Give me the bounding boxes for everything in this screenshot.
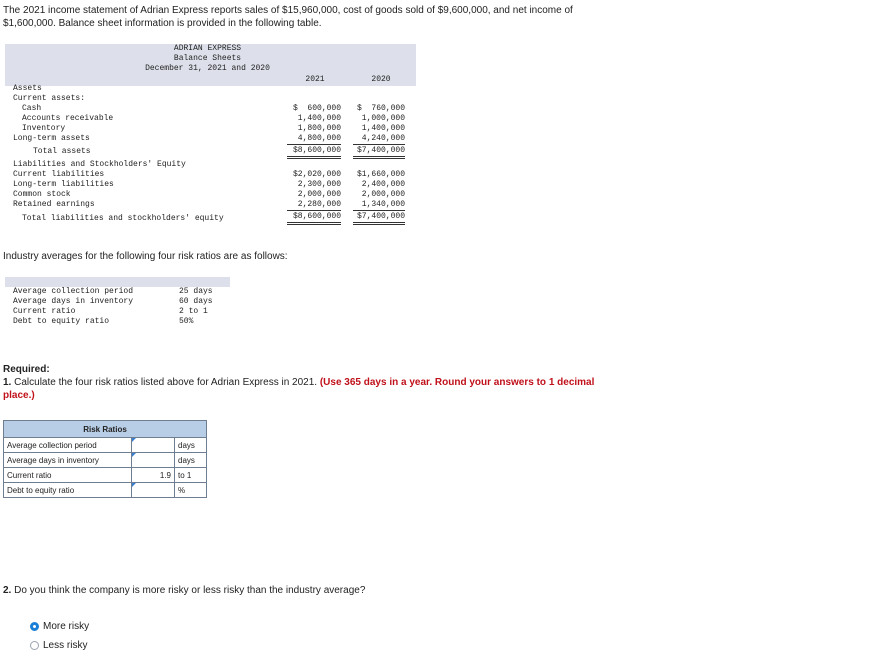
ratio-label: Debt to equity ratio <box>4 483 132 498</box>
bs-value-2020: 2,000,000 <box>361 190 405 199</box>
industry-label: Debt to equity ratio <box>13 317 110 326</box>
bs-value-2020: 1,340,000 <box>353 200 405 211</box>
required-title: Required: <box>3 364 50 375</box>
industry-label: Average collection period <box>13 287 134 296</box>
bs-value-2021: 2,300,000 <box>297 180 341 189</box>
bs-row-label: Cash <box>22 104 42 113</box>
bs-value-2021: $8,600,000 <box>287 146 341 159</box>
ratio-answer-input[interactable] <box>132 438 175 453</box>
radio-selected-icon[interactable] <box>30 622 39 631</box>
question-2-number: 2. <box>3 585 12 596</box>
radio-unselected-icon[interactable] <box>30 641 39 650</box>
ratio-label: Current ratio <box>4 468 132 483</box>
ratio-answer-input[interactable] <box>132 483 175 498</box>
table-row <box>4 468 207 483</box>
ratio-unit: to 1 <box>175 468 207 483</box>
ratio-label: Average collection period <box>4 438 132 453</box>
bs-value-2020: 1,400,000 <box>361 124 405 133</box>
option-more-risky[interactable] <box>30 620 150 634</box>
balance-sheet-table <box>5 44 416 232</box>
bs-value-2021: $8,600,000 <box>287 212 341 225</box>
bs-row-label: Accounts receivable <box>22 114 114 123</box>
bs-row-label: Common stock <box>13 190 71 199</box>
industry-value: 50% <box>179 317 194 326</box>
industry-value: 25 days <box>179 287 213 296</box>
industry-value: 2 to 1 <box>179 307 208 316</box>
bs-row-label: Total assets <box>33 147 91 156</box>
bs-value-2021: $2,020,000 <box>292 170 341 179</box>
ratio-unit: days <box>175 438 207 453</box>
input-flag-icon <box>132 453 136 457</box>
ratio-label: Average days in inventory <box>4 453 132 468</box>
balance-sheet-header <box>5 44 416 86</box>
bs-value-2020: $7,400,000 <box>353 146 405 159</box>
table-row <box>4 438 207 453</box>
question-1 <box>3 376 623 402</box>
input-flag-icon <box>132 483 136 487</box>
bs-value-2021: 1,400,000 <box>297 114 341 123</box>
risk-ratios-header: Risk Ratios <box>4 421 207 438</box>
table-row <box>4 453 207 468</box>
question-1-number: 1. <box>3 377 12 388</box>
option-label: More risky <box>43 621 90 632</box>
industry-averages-table <box>5 277 230 329</box>
ratio-answer-input[interactable] <box>132 468 175 483</box>
company-name: ADRIAN EXPRESS <box>173 44 242 53</box>
ratio-unit: % <box>175 483 207 498</box>
question-1-instructions: (Use 365 days in a year. Round your answers to 1 decimal place.) <box>3 377 595 401</box>
industry-intro-text: Industry averages for the following four risk ratios are as follows: <box>3 251 288 262</box>
table-row <box>4 483 207 498</box>
bs-row-label: Retained earnings <box>13 200 95 209</box>
current-assets-label: Current assets: <box>13 94 86 103</box>
bs-value-2021: 4,800,000 <box>287 134 341 145</box>
industry-label: Average days in inventory <box>13 297 134 306</box>
bs-row-label: Inventory <box>22 124 66 133</box>
statement-date: December 31, 2021 and 2020 <box>145 64 270 73</box>
bs-value-2020: 2,400,000 <box>361 180 405 189</box>
liabilities-equity-label: Liabilities and Stockholders' Equity <box>13 160 186 169</box>
risk-ratios-answer-table <box>3 420 207 498</box>
bs-value-2021: $ 600,000 <box>292 104 341 113</box>
bs-value-2020: 4,240,000 <box>353 134 405 145</box>
ratio-answer-value: 1.9 <box>159 470 171 480</box>
ratio-answer-input[interactable] <box>132 453 175 468</box>
bs-row-label: Long-term liabilities <box>13 180 114 189</box>
option-label: Less risky <box>43 640 88 651</box>
industry-label: Current ratio <box>13 307 76 316</box>
bs-value-2021: 1,800,000 <box>297 124 341 133</box>
bs-row-label: Current liabilities <box>13 170 105 179</box>
option-less-risky[interactable] <box>30 639 150 653</box>
ratio-unit: days <box>175 453 207 468</box>
question-1-text: Calculate the four risk ratios listed above for Adrian Express in 2021. <box>11 377 320 388</box>
bs-value-2021: 2,000,000 <box>297 190 341 199</box>
bs-row-label: Long-term assets <box>13 134 90 143</box>
bs-value-2020: $1,660,000 <box>356 170 405 179</box>
industry-value: 60 days <box>179 297 213 306</box>
statement-title: Balance Sheets <box>173 54 242 63</box>
input-flag-icon <box>132 438 136 442</box>
intro-text: The 2021 income statement of Adrian Express reports sales of $15,960,000, cost of goods sold of $9,600,000, and net income of $1,600,000. Balance sheet information is provided in the following table. <box>3 5 573 29</box>
year-2020-header: 2020 <box>371 75 391 84</box>
bs-row-label: Total liabilities and stockholders' equity <box>22 214 224 223</box>
assets-label: Assets <box>13 84 42 93</box>
bs-value-2021: 2,280,000 <box>287 200 341 211</box>
question-2-text: Do you think the company is more risky or less risky than the industry average? <box>11 585 366 596</box>
industry-table-header <box>5 277 230 287</box>
year-2021-header: 2021 <box>305 75 325 84</box>
bs-value-2020: 1,000,000 <box>361 114 405 123</box>
question-2 <box>3 584 365 597</box>
bs-value-2020: $ 760,000 <box>356 104 405 113</box>
bs-value-2020: $7,400,000 <box>353 212 405 225</box>
